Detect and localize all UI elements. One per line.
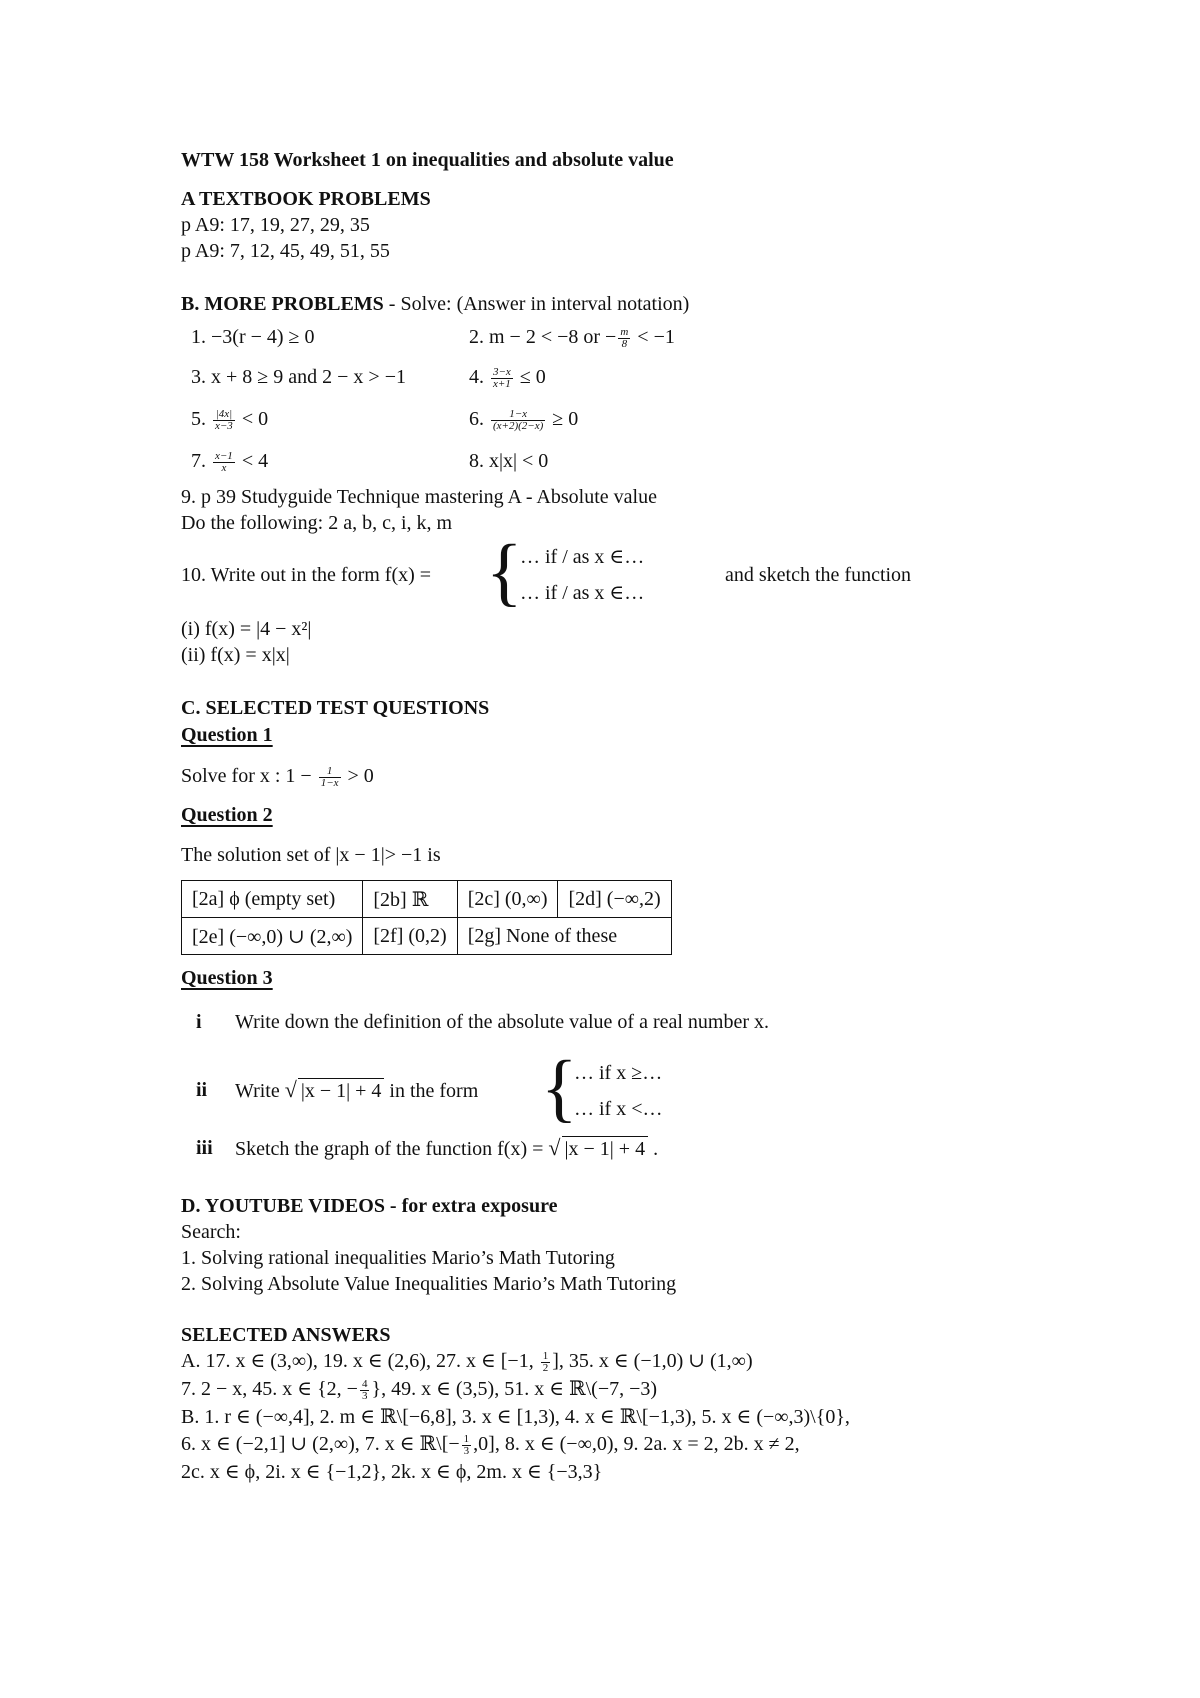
problem-10-tail: and sketch the function [725, 564, 912, 586]
answers-line-3: B. 1. r ∈ (−∞,4], 2. m ∈ ℝ\[−6,8], 3. x ∈ [1,3), 4. x ∈ ℝ\[−1,3), 5. x ∈ (−∞,3)\{0}, [181, 1406, 850, 1428]
problem-4-text: 4. [469, 366, 489, 388]
answers-line-2-tail: }, 49. x ∈ (3,5), 51. x ∈ ℝ\(−7, −3) [371, 1378, 658, 1400]
left-brace-icon: { [541, 1046, 578, 1130]
fraction-denominator: 2 [542, 1361, 549, 1374]
fraction-denominator: x [221, 461, 227, 474]
answers-line-2 [181, 1377, 657, 1402]
fraction-numerator: 3−x [493, 365, 511, 378]
sqrt-icon: √ [284, 1077, 297, 1102]
problem-5-text: 5. [191, 408, 211, 430]
question-3-ii-case-2: … if x <… [574, 1098, 663, 1120]
answers-line-2-text: 7. 2 − x, 45. x ∈ {2, − [181, 1378, 358, 1400]
problem-7-text: 7. [191, 450, 211, 472]
problem-2 [469, 325, 675, 350]
fraction-numerator: |4x| [213, 409, 235, 421]
fraction-denominator: 3 [463, 1444, 470, 1457]
fraction-numerator: 1 [319, 766, 341, 778]
answers-line-4-tail: ,0], 8. x ∈ (−∞,0), 9. 2a. x = 2, 2b. x ≠ 2, [473, 1433, 800, 1455]
question-3-ii-label: ii [196, 1079, 208, 1101]
question-1-heading: Question 1 [181, 724, 273, 746]
table-row [182, 881, 672, 918]
question-3-ii-prefix: Write [235, 1080, 285, 1102]
problem-6-fraction [491, 409, 545, 432]
problem-5 [191, 407, 268, 432]
option-2d: [2d] (−∞,2) [558, 881, 671, 918]
problem-10-part-i: (i) f(x) = |4 − x²| [181, 618, 312, 640]
section-d-search: Search: [181, 1221, 241, 1243]
question-3-ii-radicand: |x − 1| + 4 [298, 1078, 385, 1103]
question-1-text [181, 764, 374, 789]
answers-line-4-fraction [462, 1434, 472, 1457]
section-c-heading: C. SELECTED TEST QUESTIONS [181, 697, 490, 719]
problem-2-fraction [618, 327, 630, 350]
question-3-iii-text [235, 1136, 658, 1161]
fraction-numerator: 1 [463, 1432, 470, 1445]
question-3-iii-label: iii [196, 1137, 213, 1159]
problem-2-tail: < −1 [632, 326, 675, 348]
section-d-heading: D. YOUTUBE VIDEOS - for extra exposure [181, 1195, 558, 1217]
fraction-numerator: 4 [361, 1377, 368, 1390]
answers-line-5: 2c. x ∈ ϕ, 2i. x ∈ {−1,2}, 2k. x ∈ ϕ, 2m. x ∈ {−3,3} [181, 1461, 603, 1483]
problem-5-fraction [213, 409, 235, 432]
option-2a: [2a] ϕ (empty set) [182, 881, 363, 918]
question-1-tail: > 0 [342, 765, 374, 787]
fraction-denominator: 1−x [320, 776, 339, 789]
answers-line-4 [181, 1432, 800, 1457]
video-2: 2. Solving Absolute Value Inequalities Mario’s Math Tutoring [181, 1273, 677, 1295]
section-a-heading: A TEXTBOOK PROBLEMS [181, 188, 431, 210]
problem-10-text: 10. Write out in the form f(x) = [181, 564, 432, 586]
question-1-statement: Solve for x : 1 − [181, 765, 317, 787]
answers-line-2-fraction [360, 1379, 370, 1402]
fraction-numerator: 1−x [491, 409, 545, 421]
question-3-iii-suffix: . [648, 1138, 659, 1160]
section-b-heading-line [181, 292, 689, 316]
worksheet-title: WTW 158 Worksheet 1 on inequalities and absolute value [181, 149, 674, 171]
fraction-numerator: x−1 [215, 449, 233, 462]
problem-9-tasks: Do the following: 2 a, b, c, i, k, m [181, 512, 453, 534]
table-row [182, 918, 672, 955]
section-a-line-1: p A9: 17, 19, 27, 29, 35 [181, 214, 370, 236]
answers-line-1 [181, 1349, 753, 1374]
question-3-i-text: Write down the definition of the absolute value of a real number x. [235, 1011, 770, 1033]
problem-5-tail: < 0 [236, 408, 269, 430]
problem-8: 8. x|x| < 0 [469, 450, 549, 472]
problem-7-tail: < 4 [236, 450, 269, 472]
fraction-denominator: x+1 [493, 377, 511, 390]
section-b-heading: B. MORE PROBLEMS [181, 293, 384, 315]
answers-line-1-text: A. 17. x ∈ (3,∞), 19. x ∈ (2,6), 27. x ∈ [−1, [181, 1350, 539, 1372]
question-2-text: The solution set of |x − 1|> −1 is [181, 844, 441, 866]
question-3-iii-prefix: Sketch the graph of the function f(x) = [235, 1138, 549, 1160]
answers-line-1-tail: ], 35. x ∈ (−1,0) ∪ (1,∞) [552, 1350, 753, 1372]
sqrt-icon: √ [548, 1135, 561, 1160]
fraction-denominator: (x+2)(2−x) [493, 419, 544, 432]
option-2g: [2g] None of these [457, 918, 671, 955]
option-2c: [2c] (0,∞) [457, 881, 558, 918]
question-3-ii-suffix: in the form [384, 1080, 479, 1102]
option-2e: [2e] (−∞,0) ∪ (2,∞) [182, 918, 363, 955]
fraction-denominator: x−3 [215, 419, 233, 432]
question-1-fraction [319, 766, 341, 789]
question-3-i-label: i [196, 1011, 202, 1033]
answers-line-4-text: 6. x ∈ (−2,1] ∪ (2,∞), 7. x ∈ ℝ\[− [181, 1433, 460, 1455]
problem-4 [469, 365, 546, 390]
problem-7 [191, 449, 268, 474]
problem-7-fraction [213, 451, 235, 474]
option-2b: [2b] ℝ [363, 881, 457, 918]
answers-heading: SELECTED ANSWERS [181, 1324, 391, 1346]
answers-line-1-fraction [541, 1351, 551, 1374]
problem-10-case-1: … if / as x ∈… [520, 546, 645, 568]
problem-6-tail: ≥ 0 [547, 408, 579, 430]
problem-2-text: 2. m − 2 < −8 or − [469, 326, 617, 348]
left-brace-icon: { [486, 530, 523, 614]
fraction-denominator: 8 [621, 337, 628, 350]
problem-6 [469, 407, 578, 432]
problem-4-tail: ≤ 0 [514, 366, 546, 388]
fraction-numerator: m [620, 325, 629, 338]
video-1: 1. Solving rational inequalities Mario’s Math Tutoring [181, 1247, 615, 1269]
problem-6-text: 6. [469, 408, 489, 430]
problem-3: 3. x + 8 ≥ 9 and 2 − x > −1 [191, 366, 406, 388]
question-2-heading: Question 2 [181, 804, 273, 826]
question-3-heading: Question 3 [181, 967, 273, 989]
problem-10-case-2: … if / as x ∈… [520, 582, 645, 604]
problem-1: 1. −3(r − 4) ≥ 0 [191, 326, 315, 348]
problem-4-fraction [491, 367, 513, 390]
section-b-subheading: - Solve: (Answer in interval notation) [383, 293, 690, 315]
section-a-line-2: p A9: 7, 12, 45, 49, 51, 55 [181, 240, 390, 262]
fraction-numerator: 1 [542, 1349, 549, 1362]
problem-9: 9. p 39 Studyguide Technique mastering A - Absolute value [181, 486, 657, 508]
problem-10-part-ii: (ii) f(x) = x|x| [181, 644, 290, 666]
option-2f: [2f] (0,2) [363, 918, 457, 955]
question-3-ii-text [235, 1078, 478, 1103]
question-2-options-table [181, 880, 672, 955]
question-3-iii-radicand: |x − 1| + 4 [562, 1136, 649, 1161]
fraction-denominator: 3 [361, 1389, 368, 1402]
question-3-ii-case-1: … if x ≥… [574, 1062, 663, 1084]
